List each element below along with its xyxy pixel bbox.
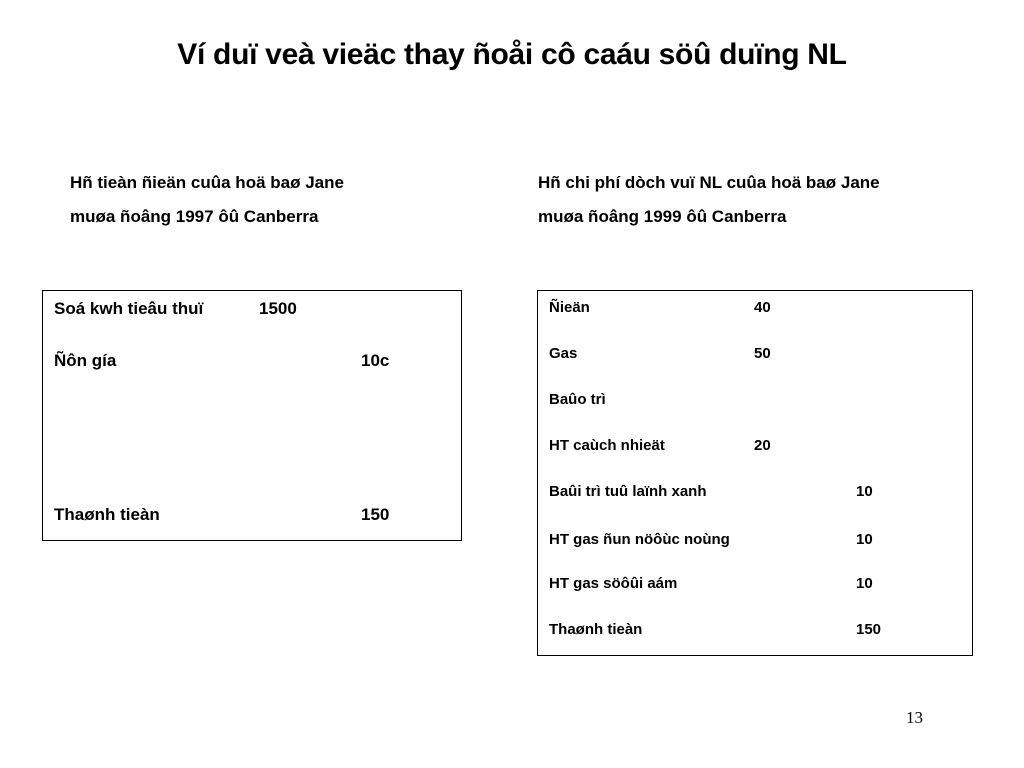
left-caption [70, 166, 344, 234]
slide-title: Ví duï veà vieäc thay ñoåi cô caáu söû duïng NL [177, 38, 847, 71]
row-label: HT gas söôûi aám [549, 575, 678, 592]
row-value: 50 [754, 345, 771, 362]
row-value: 150 [856, 621, 882, 638]
row-label: Gas [549, 345, 578, 362]
right-caption-line-2: muøa ñoâng 1999 ôû Canberra [538, 207, 787, 226]
row-label: Ñieän [549, 299, 590, 316]
row-label: Thaønh tieàn [54, 505, 160, 524]
row-value: 10 [856, 483, 873, 500]
right-caption [538, 166, 880, 234]
row-label: Ñôn gía [54, 351, 117, 370]
row-label: HT gas ñun nöôùc noùng [549, 531, 730, 548]
row-value: 10c [361, 351, 390, 370]
left-caption-line-1: Hñ tieàn ñieän cuûa hoä baø Jane [70, 173, 344, 192]
row-label: Baûi trì tuû laïnh xanh [549, 483, 707, 500]
electricity-bill-table [42, 290, 462, 541]
row-value: 150 [361, 505, 390, 524]
row-value: 40 [754, 299, 771, 316]
right-caption-line-1: Hñ chi phí dòch vuï NL cuûa hoä baø Jane [538, 173, 880, 192]
row-label: Baûo trì [549, 391, 606, 408]
row-label: HT caùch nhieät [549, 437, 665, 454]
page-number: 13 [906, 708, 923, 727]
row-label: Soá kwh tieâu thuï [54, 299, 204, 318]
row-value: 10 [856, 575, 873, 592]
row-value: 1500 [259, 299, 297, 318]
left-caption-line-2: muøa ñoâng 1997 ôû Canberra [70, 207, 319, 226]
energy-services-table [537, 290, 973, 656]
row-label: Thaønh tieàn [549, 621, 643, 638]
row-value: 10 [856, 531, 873, 548]
row-value: 20 [754, 437, 771, 454]
